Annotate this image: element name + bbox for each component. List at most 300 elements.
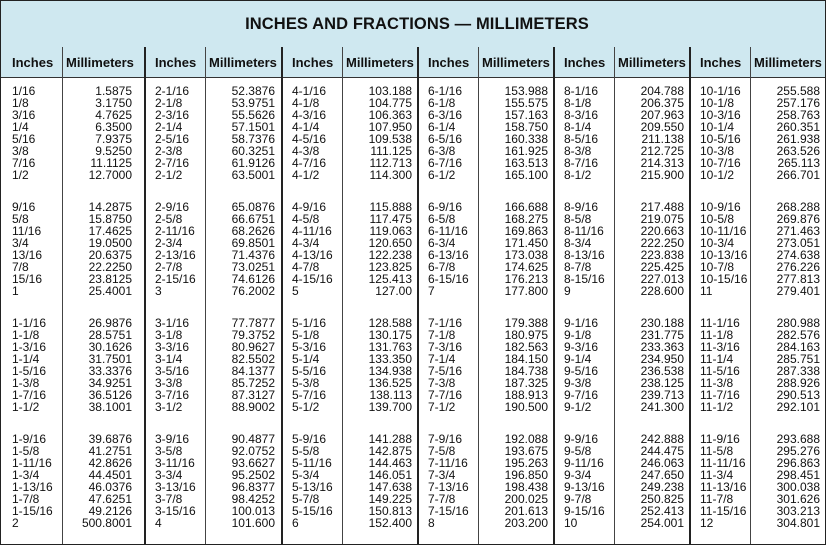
millimeters-cell: 174.625 — [504, 260, 548, 274]
inches-cell: 7/16 — [12, 156, 36, 170]
millimeters-cell: 236.538 — [640, 364, 684, 378]
millimeters-cell: 177.800 — [504, 284, 548, 298]
inches-cell: 9-15/16 — [564, 504, 605, 518]
millimeters-cell: 3.1750 — [95, 96, 132, 110]
millimeters-cell: 19.0500 — [88, 236, 132, 250]
millimeters-cell: 193.675 — [504, 444, 548, 458]
inches-cell: 2-11/16 — [155, 224, 195, 238]
millimeters-cell: 4.7625 — [95, 108, 132, 122]
inches-cell: 5-1/2 — [292, 400, 320, 414]
millimeters-cell: 100.013 — [231, 504, 275, 518]
inches-cell: 1/2 — [12, 168, 29, 182]
millimeters-cell: 80.9627 — [231, 340, 275, 354]
inches-cell: 11 — [700, 284, 713, 298]
inches-cell: 6-5/16 — [428, 132, 463, 146]
millimeters-cell: 26.9876 — [88, 316, 132, 330]
inches-cell: 2-1/16 — [155, 84, 190, 98]
inches-cell: 7-3/8 — [428, 376, 456, 390]
table-body — [1, 78, 825, 544]
millimeters-cell: 104.775 — [368, 96, 412, 110]
millimeters-cell: 203.200 — [504, 516, 548, 530]
millimeters-cell: 63.5001 — [231, 168, 275, 182]
inches-cell: 9-1/16 — [564, 316, 599, 330]
millimeters-cell: 11.1125 — [90, 156, 132, 170]
header-inches: Inches — [700, 55, 742, 70]
inches-cell: 2-5/16 — [155, 132, 190, 146]
inches-cell: 9 — [564, 284, 571, 298]
millimeters-cell: 223.838 — [640, 248, 684, 262]
inches-cell: 4-7/16 — [292, 156, 327, 170]
millimeters-cell: 61.9126 — [231, 156, 275, 170]
millimeters-cell: 257.176 — [776, 96, 820, 110]
millimeters-cell: 282.576 — [776, 328, 820, 342]
inches-cell: 3-3/16 — [155, 340, 190, 354]
inches-cell: 4 — [155, 516, 162, 530]
inches-cell: 2 — [12, 516, 19, 530]
inches-cell: 2-13/16 — [155, 248, 196, 262]
millimeters-cell: 277.813 — [776, 272, 820, 286]
inches-cell: 7-5/16 — [428, 364, 463, 378]
header-millimeters: Millimeters — [482, 55, 550, 70]
column-divider — [478, 47, 479, 544]
inches-cell: 7-1/4 — [428, 352, 456, 366]
millimeters-cell: 84.1377 — [231, 364, 275, 378]
millimeters-cell: 300.038 — [776, 480, 820, 494]
title-bar — [1, 1, 825, 48]
inches-cell: 11-13/16 — [700, 480, 747, 494]
inches-cell: 11-1/2 — [700, 400, 734, 414]
millimeters-cell: 247.650 — [640, 468, 684, 482]
inches-cell: 1-9/16 — [12, 432, 47, 446]
millimeters-cell: 150.813 — [368, 504, 412, 518]
millimeters-cell: 268.288 — [776, 200, 820, 214]
millimeters-cell: 9.5250 — [95, 144, 132, 158]
millimeters-cell: 20.6375 — [88, 248, 132, 262]
inches-cell: 5-13/16 — [292, 480, 333, 494]
millimeters-cell: 155.575 — [504, 96, 548, 110]
header-millimeters: Millimeters — [618, 55, 686, 70]
millimeters-cell: 114.300 — [369, 168, 412, 182]
inches-cell: 1-11/16 — [12, 456, 52, 470]
millimeters-cell: 12.7000 — [88, 168, 132, 182]
inches-cell: 6-1/16 — [428, 84, 463, 98]
millimeters-cell: 23.8125 — [88, 272, 132, 286]
inches-cell: 8-11/16 — [564, 224, 604, 238]
millimeters-cell: 303.213 — [776, 504, 820, 518]
millimeters-cell: 206.375 — [640, 96, 684, 110]
inches-cell: 11-1/8 — [700, 328, 734, 342]
column-divider — [342, 47, 343, 544]
inches-cell: 4-9/16 — [292, 200, 327, 214]
millimeters-cell: 79.3752 — [231, 328, 275, 342]
inches-cell: 9-1/8 — [564, 328, 592, 342]
millimeters-cell: 231.775 — [640, 328, 684, 342]
inches-cell: 6-3/4 — [428, 236, 456, 250]
millimeters-cell: 196.850 — [504, 468, 548, 482]
millimeters-cell: 106.363 — [368, 108, 412, 122]
inches-cell: 11-7/8 — [700, 492, 734, 506]
inches-cell: 3-3/8 — [155, 376, 183, 390]
millimeters-cell: 68.2626 — [231, 224, 275, 238]
header-inches: Inches — [155, 55, 197, 70]
millimeters-cell: 149.225 — [368, 492, 412, 506]
inches-cell: 5-1/16 — [292, 316, 327, 330]
millimeters-cell: 188.913 — [504, 388, 548, 402]
inches-cell: 11-1/4 — [700, 352, 734, 366]
millimeters-cell: 133.350 — [368, 352, 412, 366]
inches-cell: 4-5/8 — [292, 212, 320, 226]
inches-cell: 2-1/2 — [155, 168, 183, 182]
inches-cell: 4-1/16 — [292, 84, 327, 98]
millimeters-cell: 28.5751 — [88, 328, 132, 342]
millimeters-cell: 179.388 — [504, 316, 548, 330]
inches-cell: 9-3/16 — [564, 340, 599, 354]
millimeters-cell: 123.825 — [368, 260, 412, 274]
millimeters-cell: 55.5626 — [231, 108, 275, 122]
inches-cell: 10-3/16 — [700, 108, 741, 122]
inches-cell: 8 — [428, 516, 435, 530]
millimeters-cell: 25.4001 — [88, 284, 132, 298]
millimeters-cell: 180.975 — [504, 328, 548, 342]
millimeters-cell: 271.463 — [776, 224, 820, 238]
inches-cell: 1-1/8 — [12, 328, 40, 342]
inches-cell: 1-1/16 — [12, 316, 47, 330]
inches-cell: 2-3/4 — [155, 236, 183, 250]
inches-cell: 8-3/8 — [564, 144, 592, 158]
millimeters-cell: 95.2502 — [231, 468, 275, 482]
millimeters-cell: 107.950 — [368, 120, 412, 134]
millimeters-cell: 234.950 — [640, 352, 684, 366]
inches-cell: 3-1/2 — [155, 400, 183, 414]
header-inches: Inches — [292, 55, 334, 70]
inches-cell: 11-3/16 — [700, 340, 740, 354]
inches-cell: 1-3/16 — [12, 340, 47, 354]
millimeters-cell: 6.3500 — [95, 120, 132, 134]
inches-cell: 3-9/16 — [155, 432, 190, 446]
millimeters-cell: 66.6751 — [231, 212, 275, 226]
millimeters-cell: 211.138 — [641, 132, 684, 146]
millimeters-cell: 222.250 — [640, 236, 684, 250]
header-inches: Inches — [12, 55, 54, 70]
inches-cell: 3-3/4 — [155, 468, 183, 482]
inches-cell: 7-3/4 — [428, 468, 456, 482]
millimeters-cell: 42.8626 — [88, 456, 132, 470]
inches-cell: 9/16 — [12, 200, 36, 214]
inches-cell: 3-15/16 — [155, 504, 196, 518]
inches-cell: 9-13/16 — [564, 480, 605, 494]
millimeters-cell: 53.9751 — [231, 96, 275, 110]
millimeters-cell: 127.00 — [375, 284, 412, 298]
inches-cell: 7-11/16 — [428, 456, 468, 470]
inches-cell: 9-7/8 — [564, 492, 592, 506]
inches-cell: 4-1/2 — [292, 168, 320, 182]
group-divider — [553, 47, 555, 544]
inches-cell: 5-3/16 — [292, 340, 327, 354]
inches-cell: 2-1/8 — [155, 96, 183, 110]
millimeters-cell: 142.875 — [368, 444, 412, 458]
millimeters-cell: 34.9251 — [88, 376, 132, 390]
millimeters-cell: 122.238 — [368, 248, 412, 262]
millimeters-cell: 130.175 — [368, 328, 412, 342]
inches-cell: 1/16 — [12, 84, 36, 98]
header-millimeters: Millimeters — [754, 55, 822, 70]
millimeters-cell: 184.738 — [504, 364, 548, 378]
inches-cell: 7-3/16 — [428, 340, 463, 354]
millimeters-cell: 112.713 — [369, 156, 412, 170]
header-inches: Inches — [564, 55, 606, 70]
millimeters-cell: 58.7376 — [231, 132, 275, 146]
millimeters-cell: 304.801 — [776, 516, 820, 530]
millimeters-cell: 220.663 — [640, 224, 684, 238]
inches-cell: 5/16 — [12, 132, 36, 146]
millimeters-cell: 119.063 — [369, 224, 412, 238]
inches-cell: 7-9/16 — [428, 432, 463, 446]
millimeters-cell: 77.7877 — [231, 316, 275, 330]
inches-cell: 3-1/4 — [155, 352, 183, 366]
millimeters-cell: 85.7252 — [231, 376, 275, 390]
inches-cell: 1-7/16 — [12, 388, 47, 402]
inches-cell: 10-1/2 — [700, 168, 735, 182]
millimeters-cell: 163.513 — [504, 156, 548, 170]
inches-cell: 9-3/8 — [564, 376, 592, 390]
inches-cell: 6-13/16 — [428, 248, 469, 262]
millimeters-cell: 157.163 — [504, 108, 548, 122]
inches-cell: 3-1/16 — [155, 316, 190, 330]
inches-cell: 15/16 — [12, 272, 43, 286]
millimeters-cell: 92.0752 — [231, 444, 275, 458]
header-millimeters: Millimeters — [209, 55, 277, 70]
inches-cell: 5/8 — [12, 212, 29, 226]
millimeters-cell: 90.4877 — [231, 432, 275, 446]
inches-cell: 11-3/4 — [700, 468, 734, 482]
millimeters-cell: 184.150 — [504, 352, 548, 366]
millimeters-cell: 136.525 — [368, 376, 412, 390]
millimeters-cell: 244.475 — [640, 444, 684, 458]
millimeters-cell: 33.3376 — [88, 364, 132, 378]
inches-cell: 10-1/16 — [700, 84, 741, 98]
millimeters-cell: 14.2875 — [88, 200, 132, 214]
inches-cell: 10 — [564, 516, 578, 530]
millimeters-cell: 250.825 — [640, 492, 684, 506]
millimeters-cell: 153.988 — [504, 84, 548, 98]
inches-cell: 9-5/8 — [564, 444, 592, 458]
millimeters-cell: 134.938 — [368, 364, 412, 378]
inches-cell: 6-7/8 — [428, 260, 456, 274]
group-divider — [281, 47, 283, 544]
millimeters-cell: 131.763 — [368, 340, 412, 354]
millimeters-cell: 109.538 — [368, 132, 412, 146]
millimeters-cell: 238.125 — [640, 376, 684, 390]
millimeters-cell: 146.051 — [368, 468, 412, 482]
inches-cell: 6-1/4 — [428, 120, 456, 134]
inches-cell: 5-7/8 — [292, 492, 320, 506]
inches-cell: 1 — [12, 284, 19, 298]
group-divider — [417, 47, 419, 544]
millimeters-cell: 273.051 — [776, 236, 820, 250]
millimeters-cell: 138.113 — [369, 388, 412, 402]
millimeters-cell: 242.888 — [640, 432, 684, 446]
inches-cell: 3 — [155, 284, 162, 298]
millimeters-cell: 239.713 — [640, 388, 684, 402]
millimeters-cell: 47.6251 — [88, 492, 132, 506]
millimeters-cell: 225.425 — [640, 260, 684, 274]
millimeters-cell: 111.125 — [370, 144, 412, 158]
millimeters-cell: 169.863 — [504, 224, 548, 238]
inches-cell: 1-15/16 — [12, 504, 53, 518]
inches-cell: 1-1/2 — [12, 400, 40, 414]
inches-cell: 2-3/16 — [155, 108, 190, 122]
inches-cell: 10-7/16 — [700, 156, 741, 170]
inches-cell: 5-9/16 — [292, 432, 327, 446]
inches-cell: 8-5/16 — [564, 132, 599, 146]
millimeters-cell: 65.0876 — [231, 200, 275, 214]
inches-cell: 2-9/16 — [155, 200, 190, 214]
millimeters-cell: 41.2751 — [88, 444, 132, 458]
millimeters-cell: 171.450 — [504, 236, 548, 250]
millimeters-cell: 30.1626 — [88, 340, 132, 354]
inches-cell: 4-11/16 — [292, 224, 332, 238]
millimeters-cell: 52.3876 — [231, 84, 275, 98]
inches-cell: 6-1/8 — [428, 96, 456, 110]
inches-cell: 8-1/8 — [564, 96, 592, 110]
millimeters-cell: 249.238 — [640, 480, 684, 494]
millimeters-cell: 22.2250 — [88, 260, 132, 274]
inches-cell: 10-15/16 — [700, 272, 748, 286]
inches-cell: 5-5/16 — [292, 364, 327, 378]
inches-cell: 8-7/16 — [564, 156, 599, 170]
millimeters-cell: 265.113 — [777, 156, 820, 170]
inches-cell: 7 — [428, 284, 435, 298]
inches-cell: 5-7/16 — [292, 388, 327, 402]
millimeters-cell: 36.5126 — [88, 388, 132, 402]
millimeters-cell: 139.700 — [368, 400, 412, 414]
millimeters-cell: 60.3251 — [231, 144, 275, 158]
millimeters-cell: 49.2126 — [88, 504, 132, 518]
inches-cell: 2-5/8 — [155, 212, 183, 226]
millimeters-cell: 246.063 — [640, 456, 684, 470]
millimeters-cell: 274.638 — [776, 248, 820, 262]
millimeters-cell: 280.988 — [776, 316, 820, 330]
inches-cell: 5-5/8 — [292, 444, 320, 458]
inches-cell: 10-1/4 — [700, 120, 735, 134]
inches-cell: 3-7/8 — [155, 492, 183, 506]
millimeters-cell: 117.475 — [369, 212, 412, 226]
inches-cell: 9-1/2 — [564, 400, 592, 414]
inches-cell: 3/4 — [12, 236, 29, 250]
inches-cell: 2-15/16 — [155, 272, 196, 286]
inches-cell: 5-1/8 — [292, 328, 320, 342]
inches-cell: 6-5/8 — [428, 212, 456, 226]
inches-cell: 8-3/4 — [564, 236, 592, 250]
inches-cell: 4-3/8 — [292, 144, 320, 158]
millimeters-cell: 76.2002 — [231, 284, 275, 298]
millimeters-cell: 31.7501 — [88, 352, 132, 366]
millimeters-cell: 261.938 — [776, 132, 820, 146]
column-divider — [205, 47, 206, 544]
inches-cell: 7-1/8 — [428, 328, 456, 342]
inches-cell: 8-7/8 — [564, 260, 592, 274]
inches-cell: 4-7/8 — [292, 260, 320, 274]
inches-cell: 4-5/16 — [292, 132, 327, 146]
inches-cell: 11-3/8 — [700, 376, 734, 390]
millimeters-cell: 101.600 — [231, 516, 275, 530]
millimeters-cell: 96.8377 — [231, 480, 275, 494]
millimeters-cell: 293.688 — [776, 432, 820, 446]
inches-cell: 4-1/8 — [292, 96, 320, 110]
inches-cell: 8-1/4 — [564, 120, 592, 134]
millimeters-cell: 285.751 — [776, 352, 820, 366]
inches-cell: 10-7/8 — [700, 260, 735, 274]
inches-cell: 2-1/4 — [155, 120, 183, 134]
group-divider — [144, 47, 146, 544]
inches-cell: 1-1/4 — [12, 352, 40, 366]
inches-cell: 3/16 — [12, 108, 36, 122]
inches-cell: 1-7/8 — [12, 492, 40, 506]
inches-cell: 9-9/16 — [564, 432, 599, 446]
inches-cell: 6 — [292, 516, 299, 530]
millimeters-cell: 141.288 — [368, 432, 412, 446]
millimeters-cell: 160.338 — [504, 132, 548, 146]
millimeters-cell: 201.613 — [504, 504, 548, 518]
millimeters-cell: 290.513 — [776, 388, 820, 402]
millimeters-cell: 46.0376 — [88, 480, 132, 494]
inches-cell: 8-13/16 — [564, 248, 605, 262]
millimeters-cell: 217.488 — [640, 200, 684, 214]
millimeters-cell: 204.788 — [640, 84, 684, 98]
inches-cell: 4-3/16 — [292, 108, 327, 122]
millimeters-cell: 215.900 — [640, 168, 684, 182]
inches-cell: 9-7/16 — [564, 388, 599, 402]
inches-cell: 8-1/16 — [564, 84, 599, 98]
millimeters-cell: 115.888 — [369, 200, 412, 214]
millimeters-cell: 166.688 — [504, 200, 548, 214]
millimeters-cell: 158.750 — [504, 120, 548, 134]
inches-cell: 3-1/8 — [155, 328, 183, 342]
millimeters-cell: 88.9002 — [231, 400, 275, 414]
millimeters-cell: 176.213 — [504, 272, 548, 286]
millimeters-cell: 44.4501 — [88, 468, 132, 482]
millimeters-cell: 227.013 — [640, 272, 684, 286]
inches-cell: 2-7/16 — [155, 156, 190, 170]
millimeters-cell: 71.4376 — [231, 248, 275, 262]
millimeters-cell: 260.351 — [776, 120, 820, 134]
inches-cell: 8-9/16 — [564, 200, 599, 214]
inches-cell: 5-1/4 — [292, 352, 320, 366]
inches-cell: 7-13/16 — [428, 480, 469, 494]
inches-cell: 5-3/4 — [292, 468, 320, 482]
millimeters-cell: 233.363 — [640, 340, 684, 354]
millimeters-cell: 298.451 — [776, 468, 820, 482]
inches-cell: 10-9/16 — [700, 200, 741, 214]
millimeters-cell: 190.500 — [504, 400, 548, 414]
header-millimeters: Millimeters — [66, 55, 134, 70]
inches-cell: 9-1/4 — [564, 352, 592, 366]
inches-cell: 3/8 — [12, 144, 29, 158]
inches-cell: 7-1/2 — [428, 400, 456, 414]
inches-cell: 4-15/16 — [292, 272, 333, 286]
millimeters-cell: 228.600 — [640, 284, 684, 298]
inches-cell: 4-3/4 — [292, 236, 320, 250]
millimeters-cell: 214.313 — [640, 156, 684, 170]
millimeters-cell: 212.725 — [640, 144, 684, 158]
millimeters-cell: 168.275 — [504, 212, 548, 226]
millimeters-cell: 230.188 — [640, 316, 684, 330]
millimeters-cell: 144.463 — [368, 456, 412, 470]
millimeters-cell: 147.638 — [368, 480, 412, 494]
millimeters-cell: 209.550 — [640, 120, 684, 134]
inches-cell: 1-3/4 — [12, 468, 40, 482]
millimeters-cell: 15.8750 — [88, 212, 132, 226]
